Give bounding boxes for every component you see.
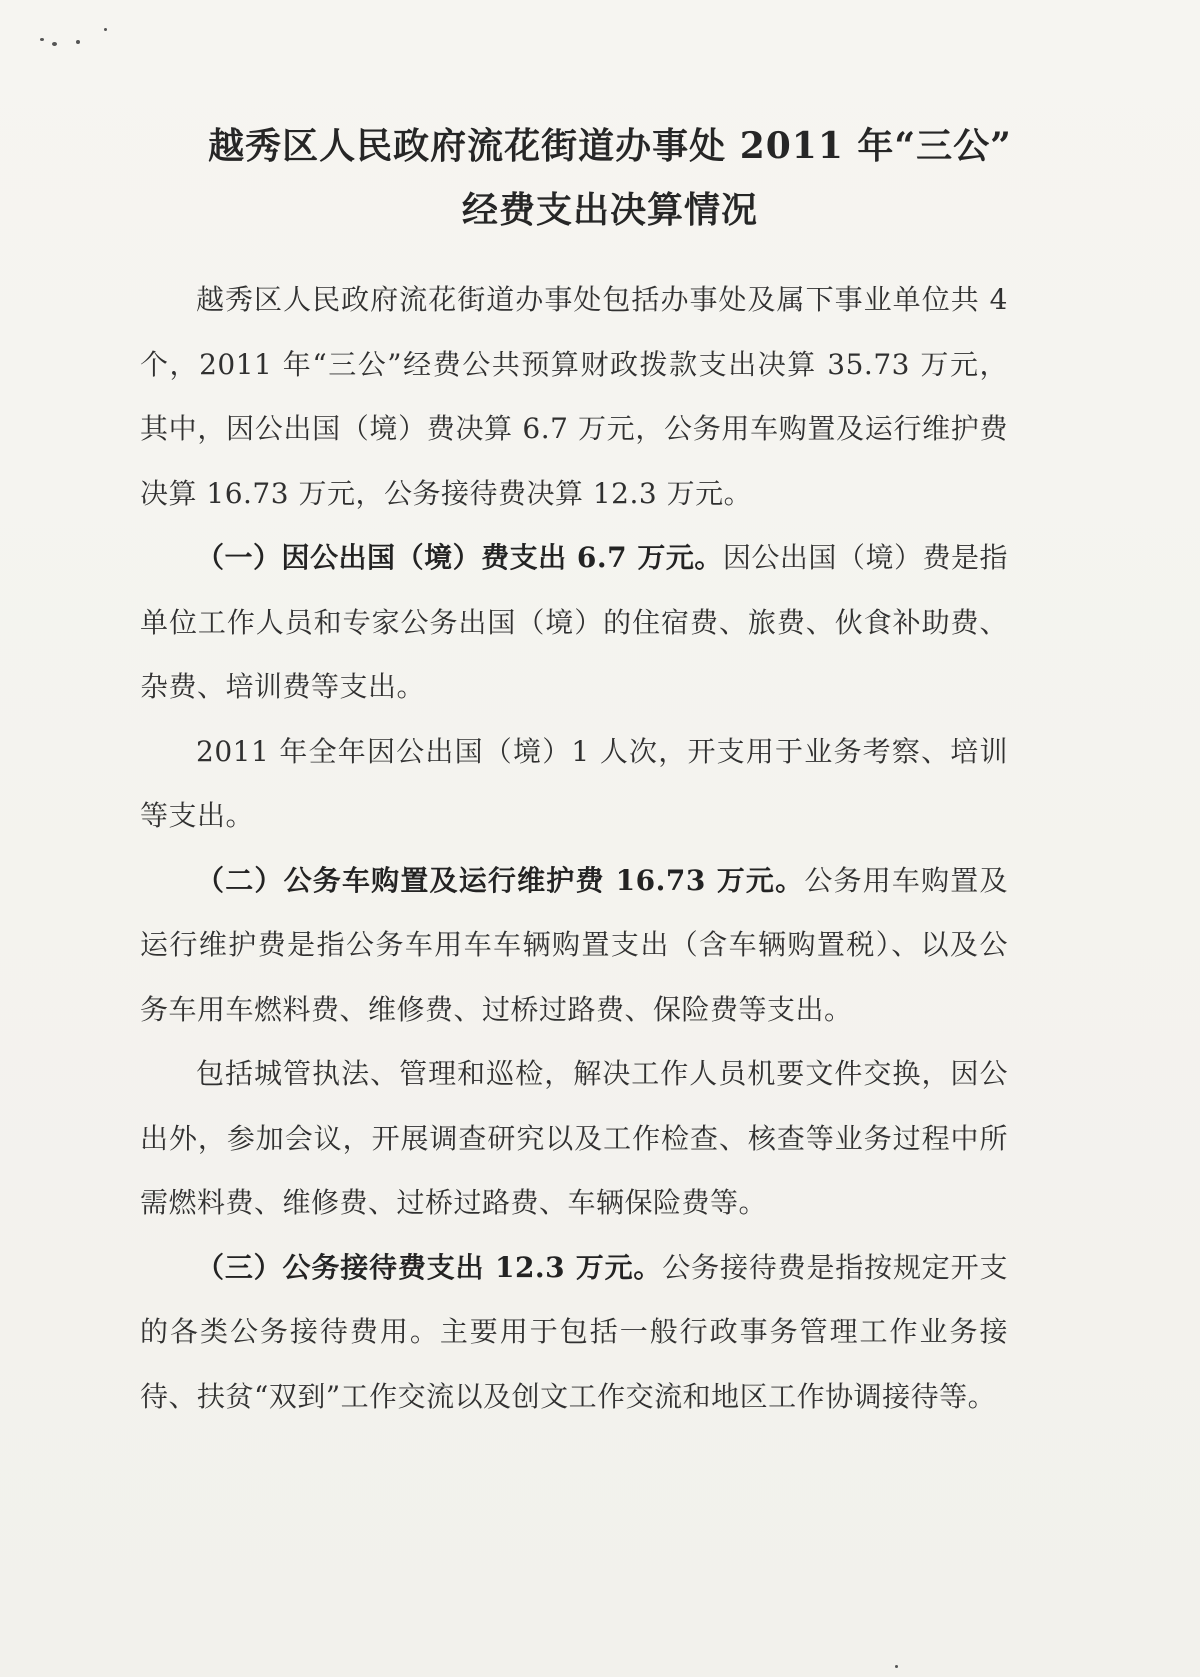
- paragraph-overseas-detail: [140, 720, 1008, 849]
- paragraph-overseas-travel: [140, 526, 1008, 720]
- scan-speck: [40, 38, 44, 41]
- scan-speck: [104, 28, 107, 31]
- paragraph-vehicles-detail: [140, 1042, 1008, 1236]
- document-body: [140, 268, 1008, 1429]
- paragraph-text: 2011 年全年因公出国（境）1 人次，开支用于业务考察、培训等支出。: [140, 734, 1008, 832]
- document-title-line-2: 经费支出决算情况: [461, 189, 758, 231]
- paragraph-text: 因公出国（境）费是指单位工作人员和专家公务出国（境）的住宿费、旅费、伙食补助费、杂费、培训费等支出。: [140, 541, 1008, 703]
- paragraph-vehicles: [140, 849, 1008, 1043]
- paragraph-lead: （三）公务接待费支出 12.3 万元。: [196, 1250, 663, 1284]
- document-title-line-1: 越秀区人民政府流花街道办事处 2011 年“三公”: [208, 125, 1012, 167]
- paragraph-text: 公务接待费是指按规定开支的各类公务接待费用。主要用于包括一般行政事务管理工作业务接待、扶贫“双到”工作交流以及创文工作交流和地区工作协调接待等。: [140, 1250, 1008, 1413]
- paragraph-text: 包括城管执法、管理和巡检，解决工作人员机要文件交换，因公出外，参加会议，开展调查研究以及工作检查、核查等业务过程中所需燃料费、维修费、过桥过路费、车辆保险费等。: [140, 1057, 1008, 1219]
- paragraph-text: 公务用车购置及运行维护费是指公务车用车车辆购置支出（含车辆购置税）、以及公务车用车燃料费、维修费、过桥过路费、保险费等支出。: [140, 863, 1008, 1026]
- scan-speck: [895, 1665, 898, 1668]
- paragraph-reception: [140, 1236, 1008, 1430]
- scan-speck: [76, 40, 80, 44]
- scan-speck: [52, 42, 57, 46]
- paragraph-lead: （二）公务车购置及运行维护费 16.73 万元。: [196, 863, 805, 897]
- paragraph-summary: [140, 268, 1008, 526]
- paragraph-lead: （一）因公出国（境）费支出 6.7 万元。: [196, 541, 723, 574]
- paragraph-text: 越秀区人民政府流花街道办事处包括办事处及属下事业单位共 4 个，2011 年“三公”经费公共预算财政拨款支出决算 35.73 万元，其中，因公出国（境）费决算 6.7 万元，公务用车购置及运行维护费决算 16.73 万元，公务接待费决算 12.3 万元。: [140, 283, 1008, 510]
